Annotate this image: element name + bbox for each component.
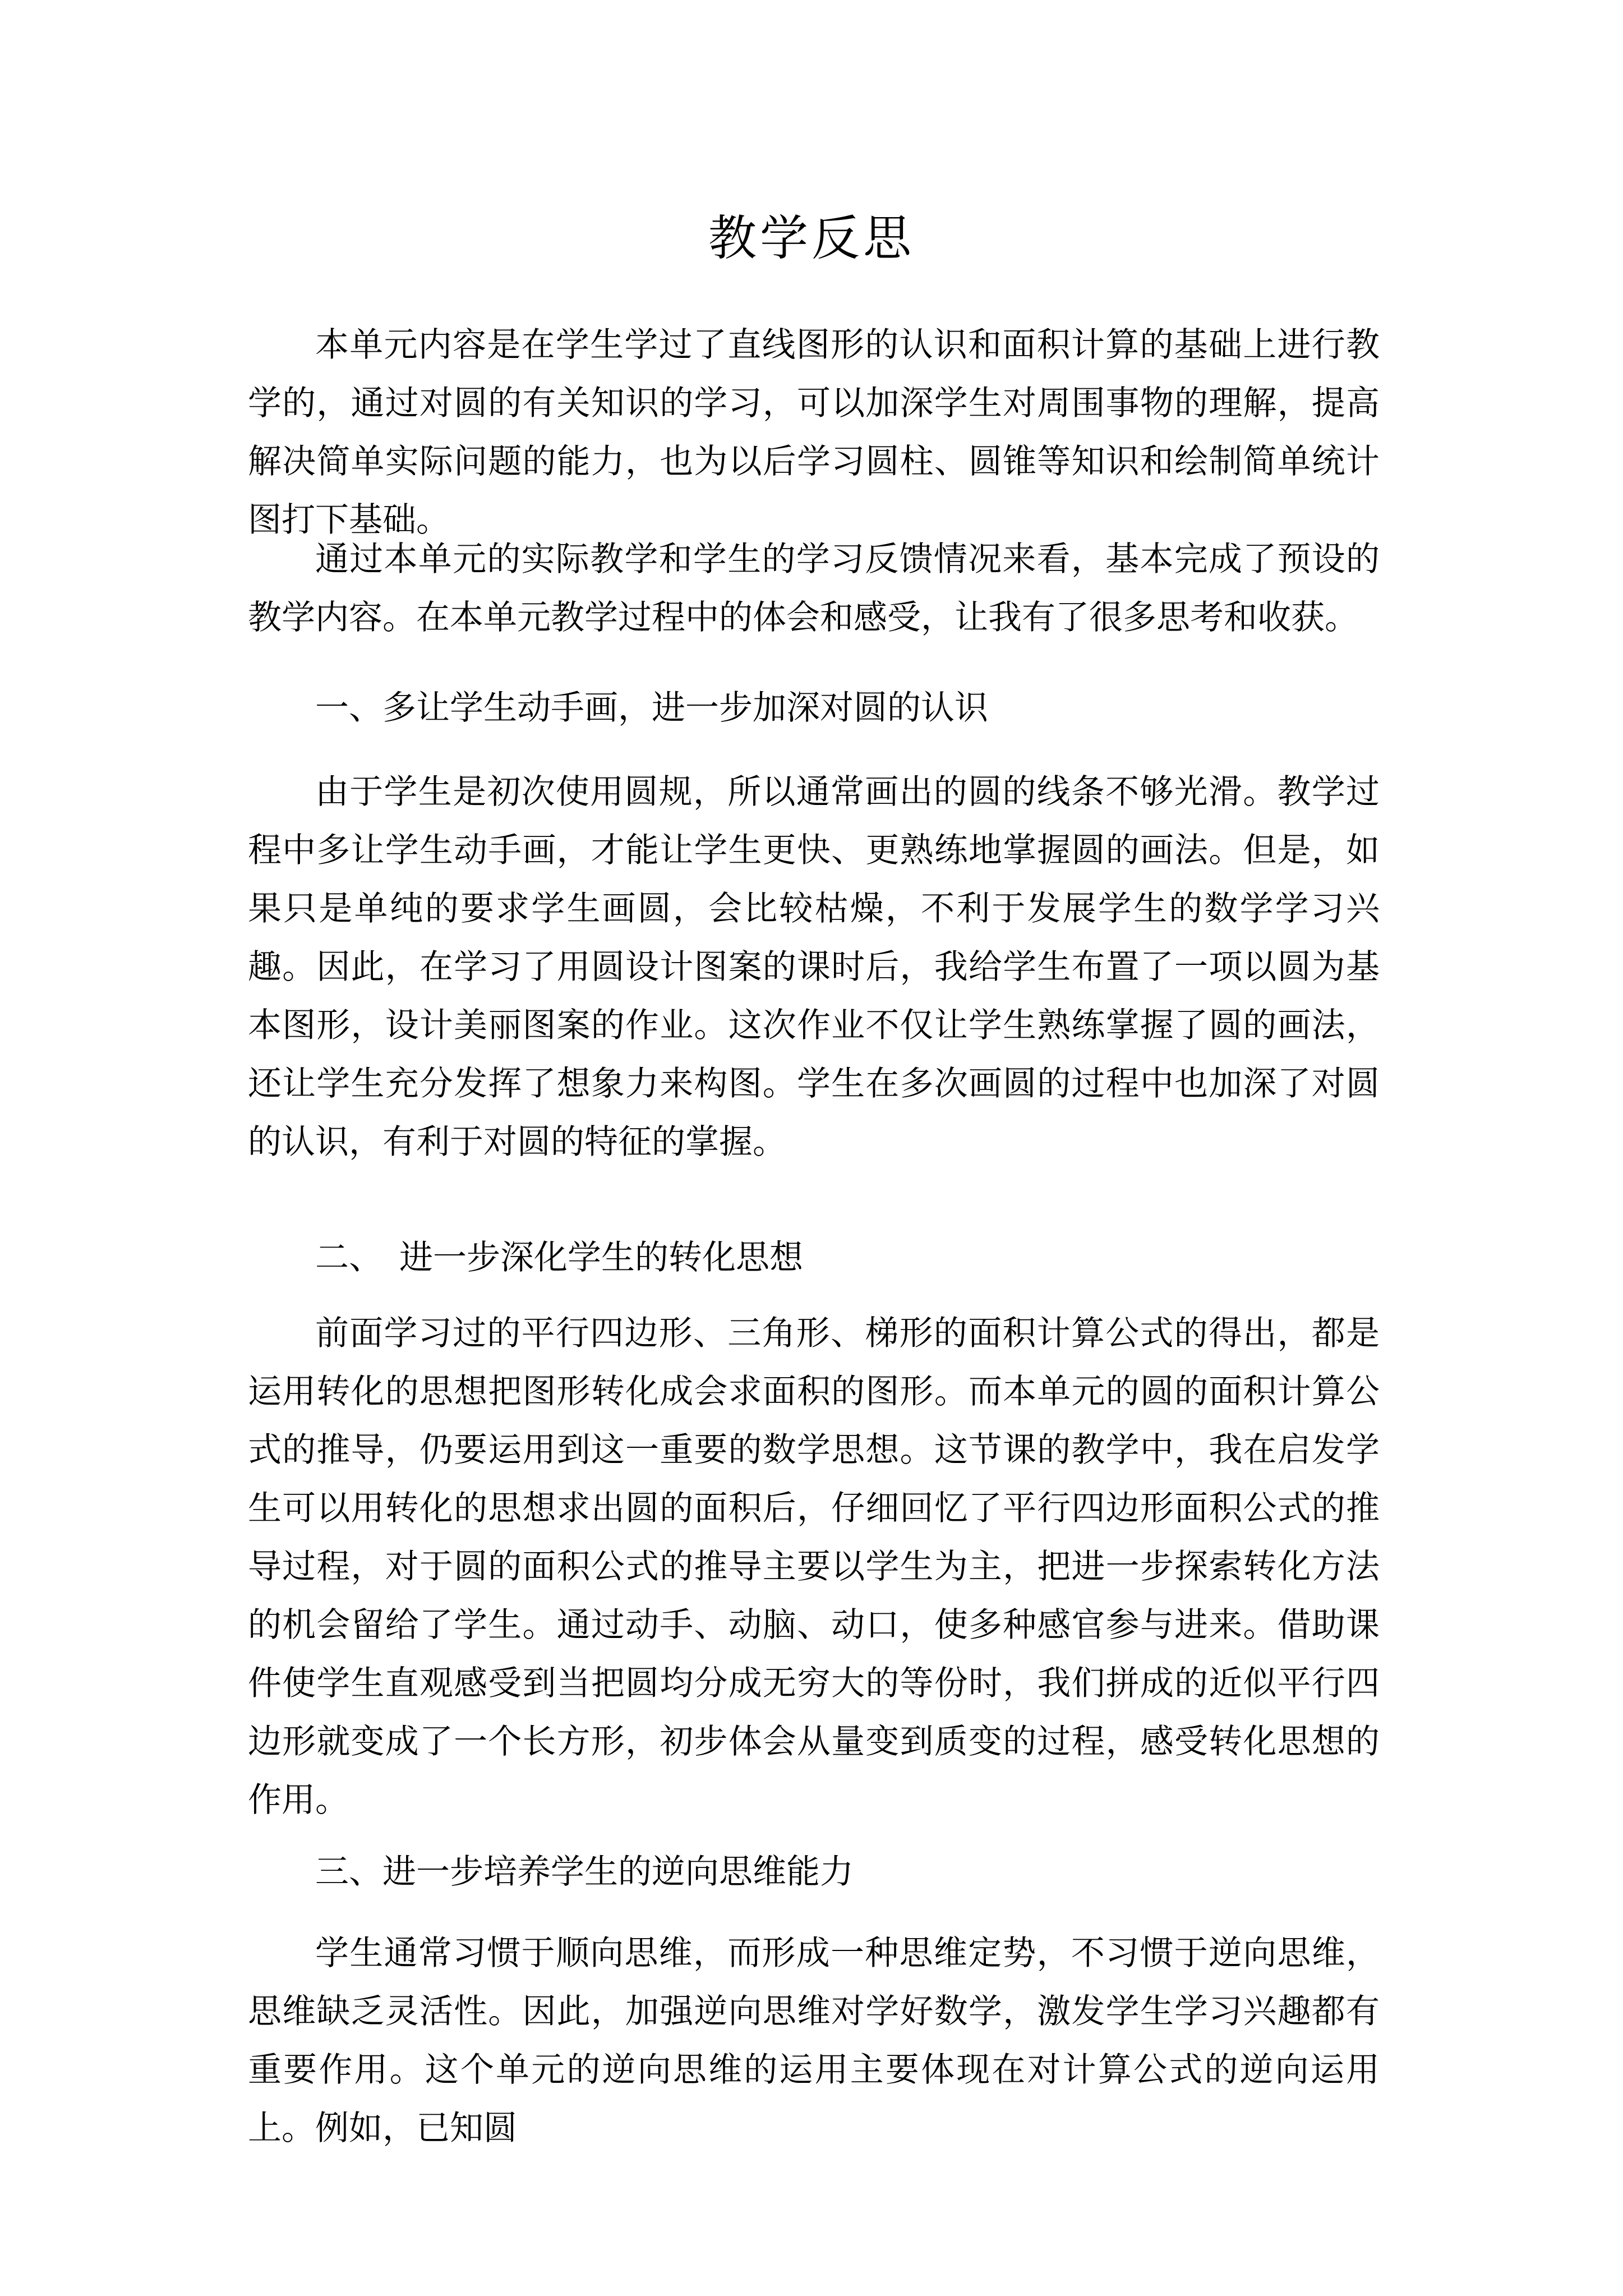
paragraph-overview: 通过本单元的实际教学和学生的学习反馈情况来看，基本完成了预设的教学内容。在本单元教学过程中的体会和感受，让我有了很多思考和收获。 (248, 540, 1380, 637)
paragraph-section-3: 学生通常习惯于顺向思维，而形成一种思维定势，不习惯于逆向思维，思维缺乏灵活性。因此，加强逆向思维对学好数学，激发学生学习兴趣都有重要作用。这个单元的逆向思维的运用主要体现在对计算公式的逆向运用上。例如，已知圆 (248, 1934, 1380, 2148)
section-heading-3: 三、进一步培养学生的逆向思维能力 (315, 1852, 854, 1892)
section-heading-1: 一、多让学生动手画，进一步加深对圆的认识 (315, 688, 988, 728)
paragraph-intro: 本单元内容是在学生学过了直线图形的认识和面积计算的基础上进行教学的，通过对圆的有关知识的学习，可以加深学生对周围事物的理解，提高解决简单实际问题的能力，也为以后学习圆柱、圆锥等知识和绘制简单统计图打下基础。 (248, 325, 1380, 540)
section-heading-2: 二、 进一步深化学生的转化思想 (315, 1238, 803, 1277)
paragraph-section-2: 前面学习过的平行四边形、三角形、梯形的面积计算公式的得出，都是运用转化的思想把图形转化成会求面积的图形。而本单元的圆的面积计算公式的推导，仍要运用到这一重要的数学思想。这节课的教学中，我在启发学生可以用转化的思想求出圆的面积后，仔细回忆了平行四边形面积公式的推导过程，对于圆的面积公式的推导主要以学生为主，把进一步探索转化方法的机会留给了学生。通过动手、动脑、动口，使多种感官参与进来。借助课件使学生直观感受到当把圆均分成无穷大的等份时，我们拼成的近似平行四边形就变成了一个长方形，初步体会从量变到质变的过程，感受转化思想的作用。 (248, 1314, 1380, 1820)
paragraph-section-1: 由于学生是初次使用圆规，所以通常画出的圆的线条不够光滑。教学过程中多让学生动手画，才能让学生更快、更熟练地掌握圆的画法。但是，如果只是单纯的要求学生画圆，会比较枯燥，不利于发展学生的数学学习兴趣。因此，在学习了用圆设计图案的课时后，我给学生布置了一项以圆为基本图形，设计美丽图案的作业。这次作业不仅让学生熟练掌握了圆的画法，还让学生充分发挥了想象力来构图。学生在多次画圆的过程中也加深了对圆的认识，有利于对圆的特征的掌握。 (248, 772, 1380, 1162)
document-title: 教学反思 (708, 210, 915, 266)
